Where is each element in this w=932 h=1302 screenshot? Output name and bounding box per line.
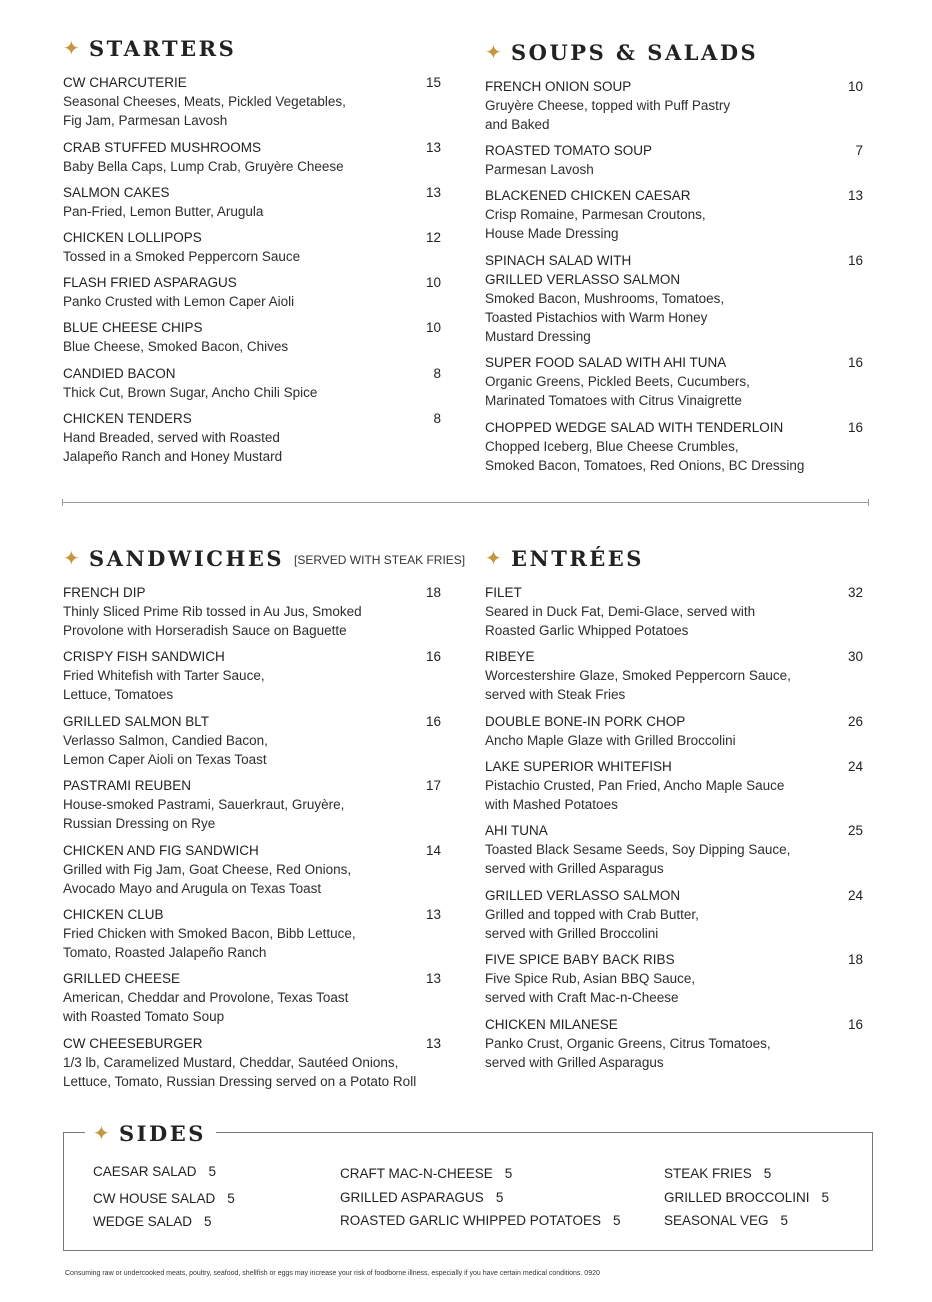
- menu-item: [485, 1015, 863, 1072]
- menu-item-price: 15: [425, 75, 441, 90]
- menu-item-description: Baby Bella Caps, Lump Crab, Gruyère Cheese: [63, 159, 344, 174]
- side-item-name: STEAK FRIES: [664, 1166, 752, 1181]
- menu-item-description: Blue Cheese, Smoked Bacon, Chives: [63, 339, 289, 354]
- menu-item-price: 24: [847, 888, 863, 903]
- footnote: Consuming raw or undercooked meats, poultry, seafood, shellfish or eggs may increase your risk of foodborne illness, especially if you have certain medical conditions. 0920: [65, 1270, 600, 1277]
- starters-heading: [63, 36, 236, 61]
- side-item: [340, 1212, 621, 1230]
- menu-item-description: Tossed in a Smoked Peppercorn Sauce: [63, 249, 301, 264]
- menu-item-description: Panko Crusted with Lemon Caper Aioli: [63, 294, 295, 309]
- menu-item-name: FIVE SPICE BABY BACK RIBS: [485, 952, 675, 967]
- menu-item-description: 1/3 lb, Caramelized Mustard, Cheddar, Sautéed Onions, Lettuce, Tomato, Russian Dressing served on a Potato Roll: [63, 1055, 417, 1090]
- menu-item-name: CHICKEN MILANESE: [485, 1017, 618, 1032]
- menu-item: [485, 251, 863, 347]
- side-item-name: ROASTED GARLIC WHIPPED POTATOES: [340, 1213, 602, 1228]
- side-item: [340, 1165, 512, 1183]
- menu-item-description: Pan-Fried, Lemon Butter, Arugula: [63, 204, 264, 219]
- side-item-name: CW HOUSE SALAD: [93, 1191, 216, 1206]
- menu-item: [63, 712, 441, 769]
- menu-item-name: GRILLED SALMON BLT: [63, 714, 210, 729]
- menu-item-price: 17: [425, 778, 441, 793]
- menu-item-name: FLASH FRIED ASPARAGUS: [63, 275, 237, 290]
- menu-item-price: 30: [847, 649, 863, 664]
- menu-item-description: Seasonal Cheeses, Meats, Pickled Vegetables, Fig Jam, Parmesan Lavosh: [63, 94, 346, 129]
- menu-item-name: SPINACH SALAD WITH GRILLED VERLASSO SALMON: [485, 253, 681, 287]
- menu-item-price: 16: [847, 253, 863, 268]
- menu-item: [485, 886, 863, 943]
- menu-item-name: GRILLED CHEESE: [63, 971, 181, 986]
- side-item-name: SEASONAL VEG: [664, 1213, 769, 1228]
- side-item-price: 5: [208, 1164, 217, 1179]
- entrees-title: ENTRÉES: [511, 546, 644, 571]
- menu-item-price: 10: [425, 320, 441, 335]
- menu-item-price: 26: [847, 714, 863, 729]
- menu-item: [63, 318, 441, 356]
- side-item-price: 5: [227, 1191, 235, 1206]
- menu-item-name: CHICKEN CLUB: [63, 907, 164, 922]
- menu-item-price: 16: [425, 714, 441, 729]
- sandwiches-subtitle: [SERVED WITH STEAK FRIES]: [294, 553, 466, 567]
- menu-item: [485, 418, 863, 475]
- menu-item-name: RIBEYE: [485, 649, 535, 664]
- side-item: [664, 1212, 788, 1230]
- menu-item-price: 24: [847, 759, 863, 774]
- menu-item: [485, 186, 863, 243]
- menu-item-name: GRILLED VERLASSO SALMON: [485, 888, 681, 903]
- menu-item-name: DOUBLE BONE-IN PORK CHOP: [485, 714, 686, 729]
- menu-item-name: CHICKEN AND FIG SANDWICH: [63, 843, 259, 858]
- menu-item: [485, 77, 863, 134]
- soups-salads-heading: [485, 40, 758, 65]
- menu-item-name: SALMON CAKES: [63, 185, 170, 200]
- menu-item-price: 10: [425, 275, 441, 290]
- side-item: [93, 1213, 212, 1231]
- menu-item-price: 7: [855, 143, 863, 158]
- menu-item-price: 13: [425, 140, 441, 155]
- menu-item: [63, 73, 441, 130]
- menu-item: [63, 647, 441, 704]
- menu-item-description: Seared in Duck Fat, Demi-Glace, served with Roasted Garlic Whipped Potatoes: [485, 604, 756, 639]
- side-item-name: GRILLED BROCCOLINI: [664, 1190, 810, 1205]
- menu-item-name: FRENCH DIP: [63, 585, 146, 600]
- side-item: [93, 1190, 235, 1208]
- menu-item-description: House-smoked Pastrami, Sauerkraut, Gruyère, Russian Dressing on Rye: [63, 797, 345, 832]
- menu-item-description: Organic Greens, Pickled Beets, Cucumbers, Marinated Tomatoes with Citrus Vinaigrette: [485, 374, 750, 409]
- menu-item-description: Hand Breaded, served with Roasted Jalapeño Ranch and Honey Mustard: [63, 430, 283, 465]
- entrees-section: [485, 546, 863, 1096]
- menu-item: [485, 757, 863, 814]
- menu-item-description: Thinly Sliced Prime Rib tossed in Au Jus, Smoked Provolone with Horseradish Sauce on Baguette: [63, 604, 362, 639]
- menu-item-name: PASTRAMI REUBEN: [63, 778, 192, 793]
- menu-item: [63, 841, 441, 898]
- menu-item-name: CANDIED BACON: [63, 366, 176, 381]
- side-item-price: 5: [504, 1166, 513, 1181]
- menu-item-name: FRENCH ONION SOUP: [485, 79, 632, 94]
- side-item: [340, 1189, 503, 1207]
- menu-item-name: ROASTED TOMATO SOUP: [485, 143, 653, 158]
- four-point-star-icon: ✦: [63, 547, 80, 570]
- menu-item-description: Worcestershire Glaze, Smoked Peppercorn Sauce, served with Steak Fries: [485, 668, 791, 703]
- menu-item-name: BLACKENED CHICKEN CAESAR: [485, 188, 691, 203]
- menu-item: [63, 969, 441, 1026]
- menu-item-price: 16: [425, 649, 441, 664]
- menu-item-name: CRISPY FISH SANDWICH: [63, 649, 225, 664]
- menu-item-description: Fried Whitefish with Tarter Sauce, Lettuce, Tomatoes: [63, 668, 265, 703]
- menu-item: [485, 821, 863, 878]
- side-item: [93, 1163, 216, 1181]
- four-point-star-icon: ✦: [93, 1122, 110, 1145]
- menu-item-description: Panko Crust, Organic Greens, Citrus Tomatoes, served with Grilled Asparagus: [485, 1036, 771, 1071]
- menu-item-name: CHICKEN LOLLIPOPS: [63, 230, 202, 245]
- sides-heading: [85, 1121, 216, 1146]
- menu-item: [63, 183, 441, 221]
- menu-item: [63, 905, 441, 962]
- menu-item-price: 13: [425, 1036, 441, 1051]
- side-item-price: 5: [613, 1213, 621, 1228]
- side-item-price: 5: [204, 1214, 212, 1229]
- menu-item-name: LAKE SUPERIOR WHITEFISH: [485, 759, 672, 774]
- menu-item-description: Gruyère Cheese, topped with Puff Pastry and Baked: [485, 98, 731, 133]
- side-item-name: CRAFT MAC-N-CHEESE: [340, 1166, 493, 1181]
- menu-item-description: Five Spice Rub, Asian BBQ Sauce, served with Craft Mac-n-Cheese: [485, 971, 696, 1006]
- soups-salads-title: SOUPS & SALADS: [511, 40, 759, 65]
- menu-item-price: 8: [433, 411, 441, 426]
- sandwiches-title: SANDWICHES: [89, 546, 284, 571]
- sides-title: SIDES: [119, 1121, 206, 1146]
- menu-item-price: 32: [847, 585, 863, 600]
- menu-item-description: Fried Chicken with Smoked Bacon, Bibb Lettuce, Tomato, Roasted Jalapeño Ranch: [63, 926, 356, 961]
- menu-item-price: 8: [433, 366, 441, 381]
- menu-item-name: CW CHARCUTERIE: [63, 75, 187, 90]
- menu-item: [485, 647, 863, 704]
- menu-item: [485, 583, 863, 640]
- menu-item: [63, 228, 441, 266]
- entrees-heading: [485, 546, 644, 571]
- menu-item-price: 13: [847, 188, 863, 203]
- soups-salads-section: [485, 40, 863, 480]
- menu-item-price: 12: [425, 230, 441, 245]
- menu-item: [63, 583, 441, 640]
- side-item-price: 5: [763, 1166, 772, 1181]
- menu-item-price: 16: [847, 420, 863, 435]
- side-item: [664, 1189, 829, 1207]
- side-item-price: 5: [780, 1213, 789, 1228]
- menu-item-price: 25: [847, 823, 863, 838]
- menu-item: [63, 1034, 441, 1091]
- menu-item-description: Smoked Bacon, Mushrooms, Tomatoes, Toasted Pistachios with Warm Honey Mustard Dressing: [485, 291, 725, 345]
- menu-item-name: CRAB STUFFED MUSHROOMS: [63, 140, 262, 155]
- menu-item: [63, 273, 441, 311]
- menu-item: [63, 776, 441, 833]
- menu-item-price: 13: [425, 185, 441, 200]
- menu-item-name: CHICKEN TENDERS: [63, 411, 192, 426]
- side-item-name: WEDGE SALAD: [93, 1214, 193, 1229]
- menu-item-price: 14: [425, 843, 441, 858]
- menu-item: [485, 712, 863, 750]
- menu-item-description: Chopped Iceberg, Blue Cheese Crumbles, Smoked Bacon, Tomatoes, Red Onions, BC Dressing: [485, 439, 805, 474]
- menu-item-description: Grilled with Fig Jam, Goat Cheese, Red Onions, Avocado Mayo and Arugula on Texas Toast: [63, 862, 352, 897]
- four-point-star-icon: ✦: [485, 547, 502, 570]
- side-item-name: GRILLED ASPARAGUS: [340, 1190, 484, 1205]
- menu-item-description: Toasted Black Sesame Seeds, Soy Dipping Sauce, served with Grilled Asparagus: [485, 842, 791, 877]
- menu-item-name: CHOPPED WEDGE SALAD WITH TENDERLOIN: [485, 420, 784, 435]
- menu-item-description: American, Cheddar and Provolone, Texas Toast with Roasted Tomato Soup: [63, 990, 349, 1025]
- menu-item: [63, 409, 441, 466]
- menu-item-price: 18: [425, 585, 441, 600]
- menu-item-description: Pistachio Crusted, Pan Fried, Ancho Maple Sauce with Mashed Potatoes: [485, 778, 785, 813]
- menu-item-name: AHI TUNA: [485, 823, 548, 838]
- menu-item: [485, 353, 863, 410]
- four-point-star-icon: ✦: [485, 41, 502, 64]
- menu-item-price: 16: [847, 1017, 863, 1032]
- menu-item-price: 13: [425, 971, 441, 986]
- menu-item-price: 18: [847, 952, 863, 967]
- four-point-star-icon: ✦: [63, 37, 80, 60]
- side-item-name: CAESAR SALAD: [93, 1164, 197, 1179]
- menu-item-description: Grilled and topped with Crab Butter, served with Grilled Broccolini: [485, 907, 699, 942]
- menu-item-price: 13: [425, 907, 441, 922]
- menu-item-name: FILET: [485, 585, 522, 600]
- side-item-price: 5: [495, 1190, 504, 1205]
- starters-section: [63, 36, 441, 476]
- menu-item-price: 10: [847, 79, 863, 94]
- menu-item-name: BLUE CHEESE CHIPS: [63, 320, 203, 335]
- menu-item: [485, 141, 863, 179]
- menu-item-description: Crisp Romaine, Parmesan Croutons, House Made Dressing: [485, 207, 706, 242]
- starters-title: STARTERS: [89, 36, 237, 61]
- menu-item-description: Ancho Maple Glaze with Grilled Broccolini: [485, 733, 736, 748]
- menu-item: [485, 950, 863, 1007]
- menu-item: [63, 138, 441, 176]
- side-item: [664, 1165, 771, 1183]
- menu-item-description: Parmesan Lavosh: [485, 162, 594, 177]
- menu-item-name: SUPER FOOD SALAD WITH AHI TUNA: [485, 355, 727, 370]
- sandwiches-heading: [63, 546, 465, 571]
- menu-item-description: Verlasso Salmon, Candied Bacon, Lemon Caper Aioli on Texas Toast: [63, 733, 268, 768]
- menu-item-description: Thick Cut, Brown Sugar, Ancho Chili Spice: [63, 385, 318, 400]
- menu-item-name: CW CHEESEBURGER: [63, 1036, 203, 1051]
- side-item-price: 5: [821, 1190, 830, 1205]
- menu-item-price: 16: [847, 355, 863, 370]
- menu-item: [63, 364, 441, 402]
- sandwiches-section: [63, 546, 466, 1096]
- section-divider: [62, 502, 869, 503]
